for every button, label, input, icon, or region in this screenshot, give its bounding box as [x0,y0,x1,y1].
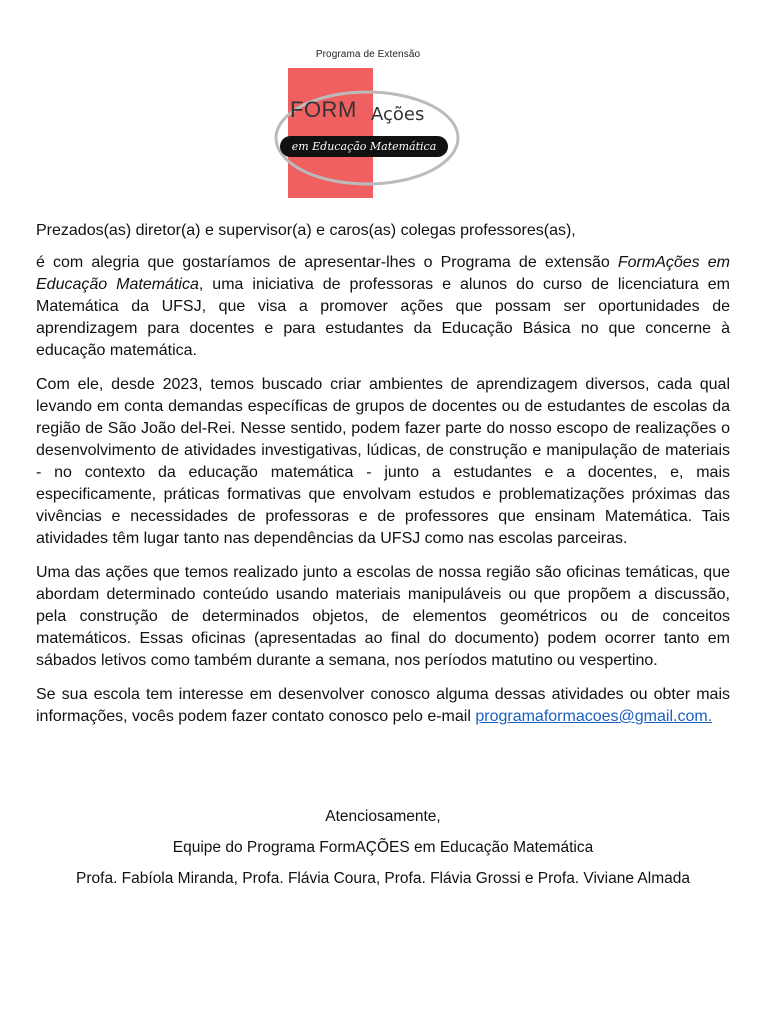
logo-word-form: FORM [290,97,357,122]
logo-bar-text: em Educação Matemática [291,140,437,153]
paragraph-contact [36,684,730,728]
logo-word-acoes: Ações [371,104,425,125]
logo-header: Programa de Extensão [315,49,421,60]
closing-signatories: Profa. Fabíola Miranda, Profa. Flávia Coura, Profa. Flávia Grossi e Profa. Viviane Almada [76,870,690,887]
email-link[interactable]: programaformacoes@gmail.com. [475,708,713,725]
logo-bar [280,136,448,157]
intro-rest: , uma iniciativa de professoras e alunos do curso de licenciatura em Matemática da UFSJ, que visa a promover ações que possam ser oportunidades de aprendizagem para docentes e para estudantes da Educação Básica no que concerne à educação matemática. [36,276,731,359]
greeting: Prezados(as) diretor(a) e supervisor(a) e caros(as) colegas professores(as), [36,222,576,239]
paragraph-workshops: Uma das ações que temos realizado junto a escolas de nossa região são oficinas temáticas, que abordam determinado conteúdo usando materiais manipuláveis ou que propõem a discussão, pela construção de determinados objetos, de elementos geométricos ou de conceitos matemáticos. Essas oficinas (apresentadas ao final do documento) podem ocorrer tanto em sábados letivos como também durante a semana, nos períodos matutino ou vespertino. [36,564,730,669]
program-logo [268,44,468,204]
paragraph-activities: Com ele, desde 2023, temos buscado criar ambientes de aprendizagem diversos, cada qual levando em conta demandas específicas de grupos de docentes ou de estudantes de escolas da região de São João del-Rei. Nesse sentido, podem fazer parte do nosso escopo de realizações o desenvolvimento de atividades investigativas, lúdicas, de construção e manipulação de materiais - no contexto da educação matemática - junto a estudantes e a docentes, e, mais especificamente, práticas formativas que envolvam estudos e problematizações próximas das vivências e necessidades de professoras e de professores que ensinam Matemática. Tais atividades têm lugar tanto nas dependências da UFSJ como nas escolas parceiras. [36,376,730,547]
closing-team: Equipe do Programa FormAÇÕES em Educação Matemática [172,839,594,856]
contact-text: Se sua escola tem interesse em desenvolver conosco alguma dessas atividades ou obter mais informações, vocês podem fazer contato conosco pelo e-mail [36,686,730,725]
program-name: FormAções em Educação Matemática [36,254,731,293]
closing-regards: Atenciosamente, [325,808,441,825]
intro-lead: é com alegria que gostaríamos de apresentar-lhes o Programa de extensão [36,254,618,271]
paragraph-intro [36,252,730,362]
letter-body [36,220,730,740]
